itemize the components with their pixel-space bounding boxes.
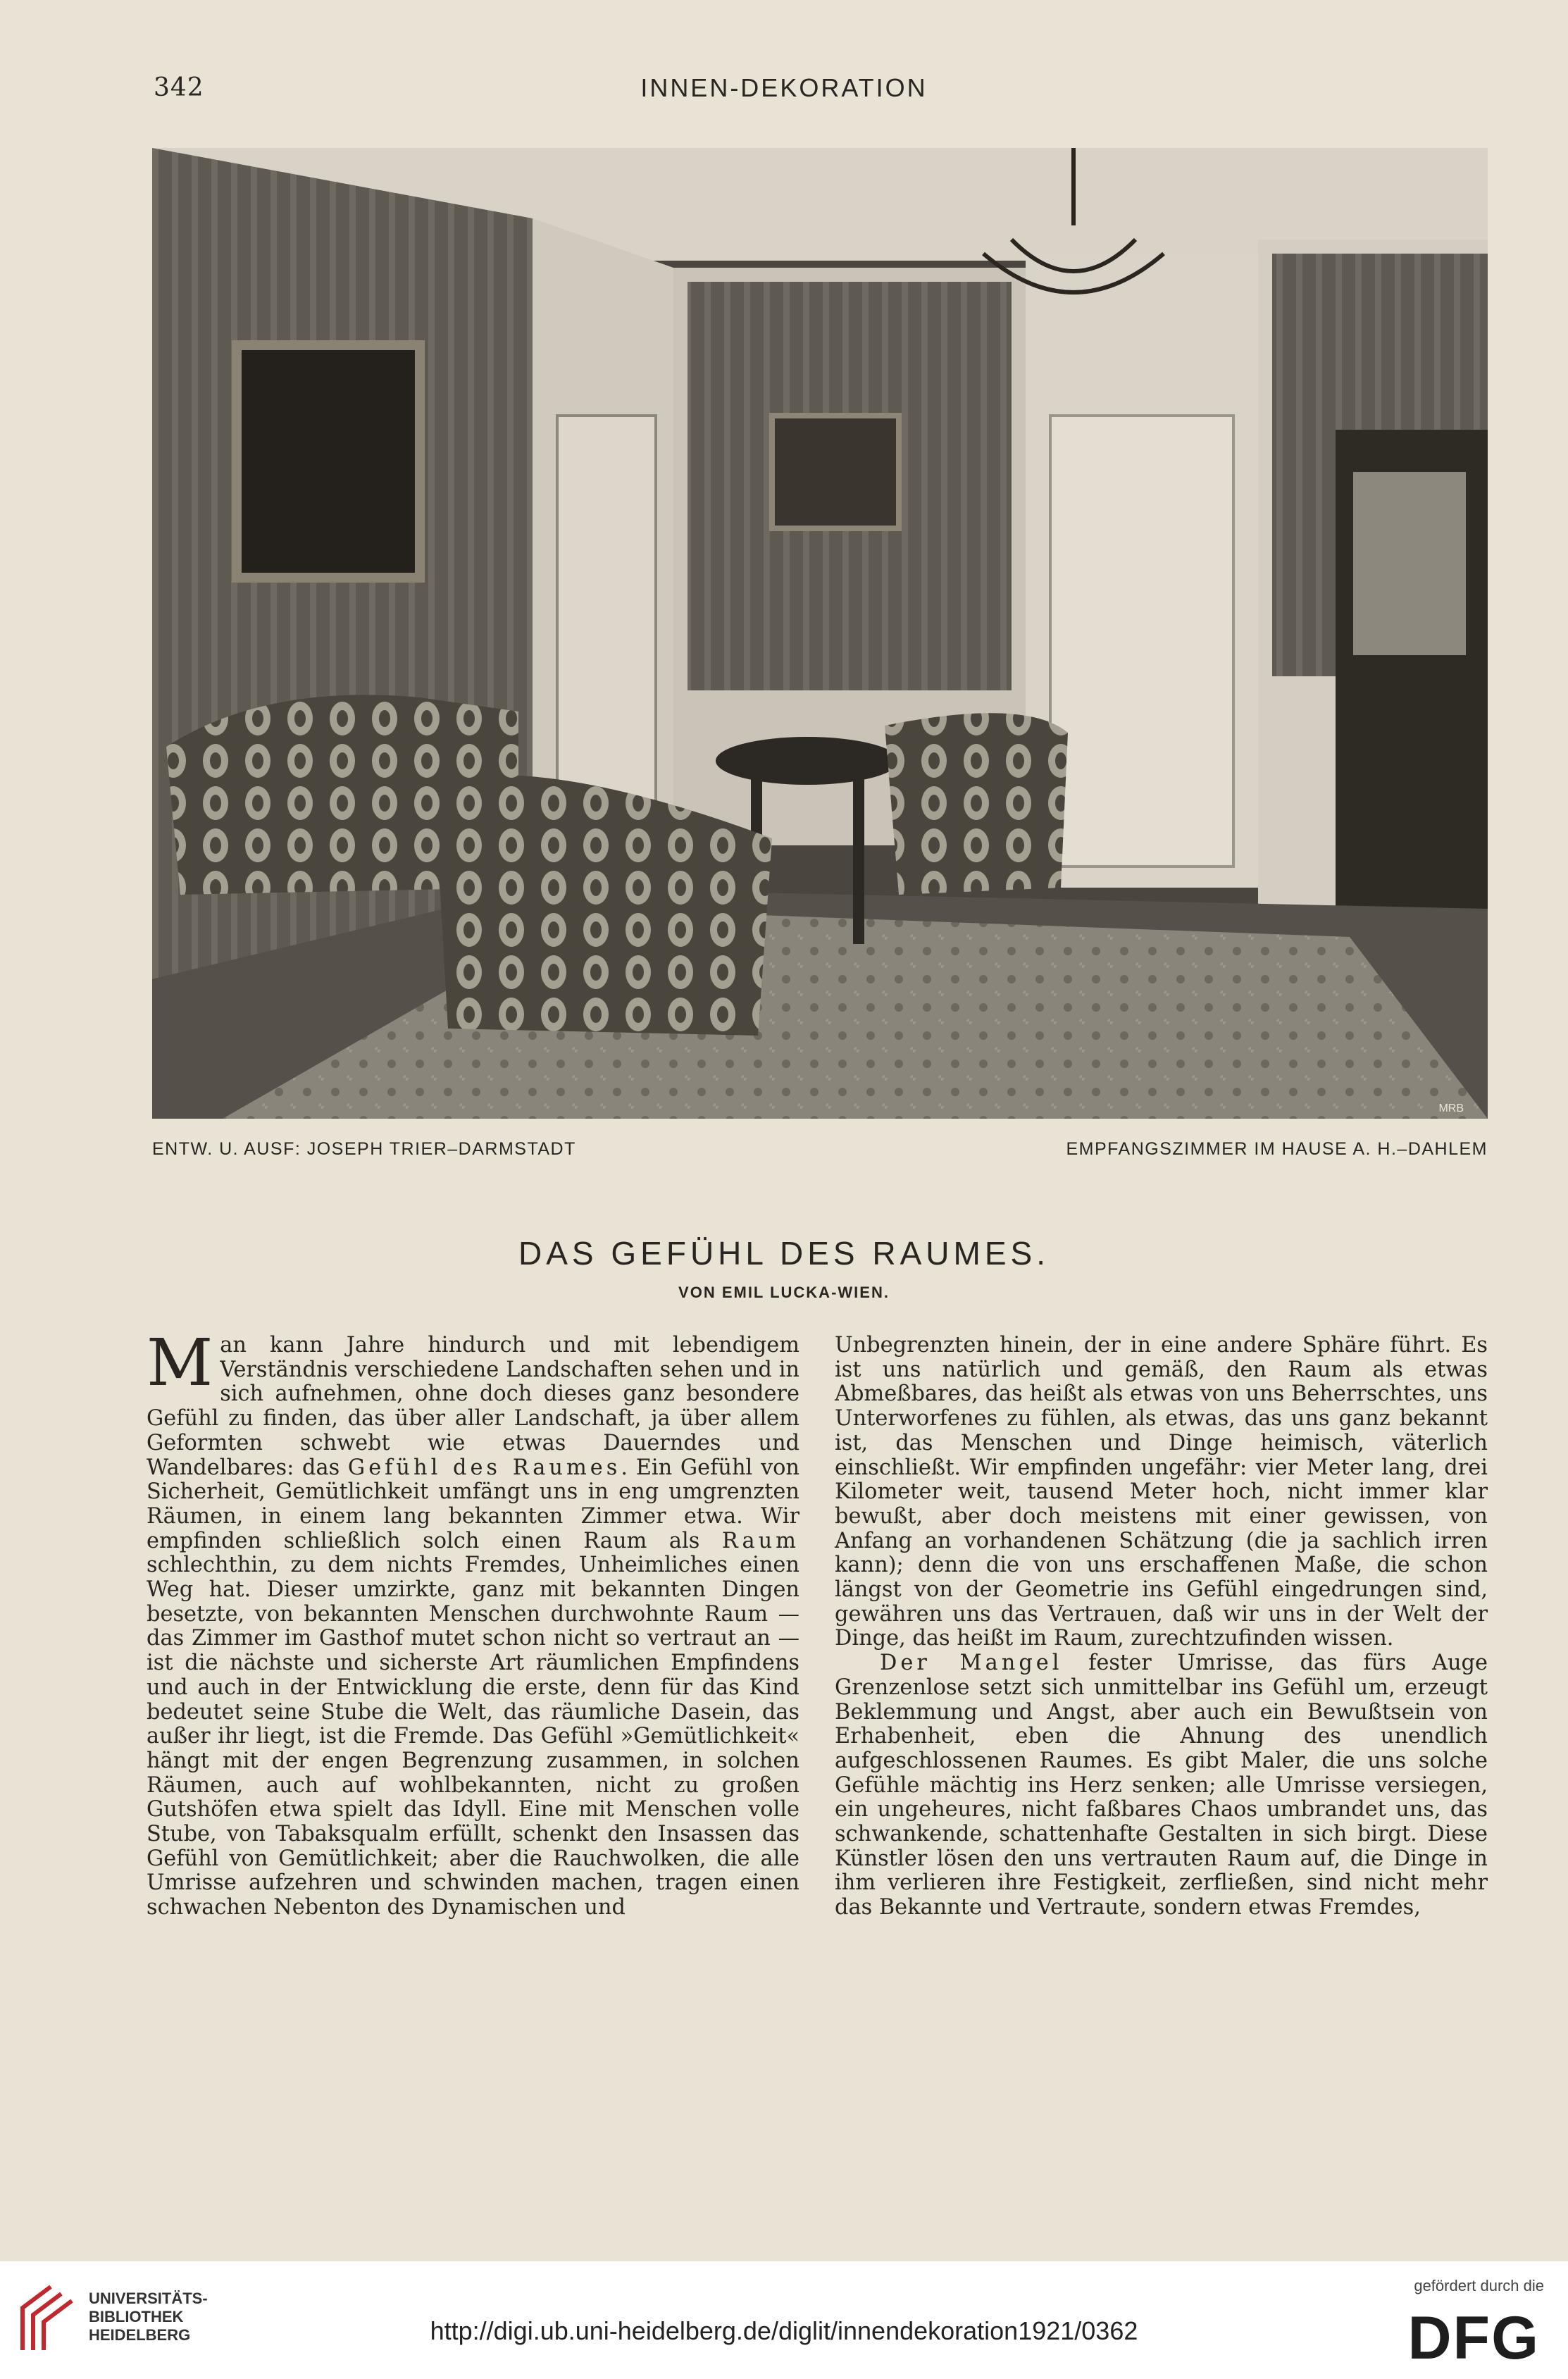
paragraph-2 [835,1651,1488,1920]
caption-room: EMPFANGSZIMMER IM HAUSE A. H.–DAHLEM [1066,1139,1488,1159]
paragraph-1-text-c: schlechthin, zu dem nichts Fremdes, Unheimliches einen Weg hat. Dieser umzirkte, ganz mit bekannten Dingen besetzte, von bekannten Menschen durchwohnte Raum — das Zimmer im Gasthof mutet schon nicht so vertraut an — ist die nächste und sicherste Art räumlichen Empfindens und auch in der Entwicklung die erste, denn für das Kind bedeutet seine Stube die Welt, das räumliche Dasein, das außer ihr liegt, ist die Fremde. Das Gefühl »Gemütlichkeit« hängt mit der engen Begrenzung zusammen, in solchen Räumen, auch auf wohlbekannten, nicht zu großen Gutshöfen etwa spielt das Idyll. Eine mit Menschen volle Stube, von Tabaksqualm erfüllt, schenkt den Insassen das Gefühl von Gemütlichkeit; aber die Rauchwolken, die alle Umrisse aufzehren und schwinden machen, tragen einen schwachen Nebenton des Dynamischen und [147,1553,799,1920]
library-name-line-2: BIBLIOTHEK [89,2308,184,2325]
caption-designer: ENTW. U. AUSF: JOSEPH TRIER–DARMSTADT [152,1139,576,1159]
library-name-line-3: HEIDELBERG [89,2326,191,2344]
dfg-logo: DFG [1407,2304,1540,2372]
paragraph-2-text: fester Umrisse, das fürs Auge Grenzenlose setzt sich unmittelbar ins Gefühl um, erzeugt Beklemmung und Angst, aber auch ein Bewußtsein von Erhabenheit, eben die Ahnung des unendlich aufgeschlossenen Raumes. Es gibt Maler, die uns solche Gefühle mächtig ins Herz senken; alle Umrisse versiegen, ein ungeheures, nicht faßbares Chaos umbrandet uns, das schwankende, schattenhafte Gestalten in sich birgt. Diese Künstler lösen den uns vertrauten Raum auf, die Dinge in ihm verlieren ihre Festigkeit, zerfließen, sind nicht mehr das Bekannte und Vertraute, sondern etwas Fremdes, [835,1651,1488,1920]
running-head: INNEN-DEKORATION [640,73,928,102]
text-column-left [147,1325,800,1920]
article-title: DAS GEFÜHL DES RAUMES. [518,1235,1050,1272]
paragraph-1-text-a: an kann Jahre hindurch und mit lebendigem Verständnis verschiedene Landschaften sehen und in sich aufnehmen, ohne doch dieses ganz besondere Gefühl zu finden, das über aller Landschaft, ja über allem Geformten schwebt wie etwas Dauerndes und Wandelbares: das [147,1333,799,1480]
emphasis-gefuehl: Gefühl des Raumes [347,1455,621,1480]
paragraph-1-continued: Unbegrenzten hinein, der in eine andere Sphäre führt. Es ist uns natürlich und gemäß, den Raum als etwas Abmeßbares, das heißt als etwas von uns Beherrschtes, uns Unterworfenes zu fühlen, als etwas, das uns ganz bekannt ist, das Menschen und Dinge heimisch, väterlich einschließt. Wir empfinden ungefähr: vier Meter lang, drei Kilometer weit, tausend Meter hoch, nicht immer klar bewußt, aber doch meistens mit einer gewissen, von Anfang an vorhandenen Schätzung (die ja sachlich irren kann); denn die von uns erschaffenen Maße, die schon längst von der Geometrie ins Gefühl eingedrungen sind, gewähren uns das Vertrauen, daß wir uns in der Welt der Dinge, das heißt im Raum, zurechtzufinden wissen. [835,1333,1488,1651]
page-number: 342 [154,73,204,102]
text-column-right [835,1334,1488,1920]
emphasis-mangel: Der Mangel [880,1651,1063,1676]
sponsor-text: gefördert durch die [1414,2277,1544,2294]
source-url-link[interactable]: http://digi.ub.uni-heidelberg.de/diglit/innendekoration1921/0362 [430,2316,1138,2345]
reception-room-image [152,148,1488,1119]
interior-photograph [152,148,1488,1119]
paragraph-1-text-b: . Ein Gefühl von Sicherheit, Gemütlichkeit umfängt uns in eng umgrenzten Räumen, in einem lang bekannten Zimmer etwa. Wir empfinden schließlich solch einen Raum als [147,1455,800,1553]
emphasis-raum: Raum [721,1528,799,1553]
photographer-signature: MRB [1438,1102,1464,1114]
drop-cap: M [147,1325,213,1400]
library-name-line-1: UNIVERSITÄTS- [89,2290,208,2307]
article-byline: VON EMIL LUCKA-WIEN. [678,1284,890,1301]
paragraph-1 [147,1325,800,1920]
